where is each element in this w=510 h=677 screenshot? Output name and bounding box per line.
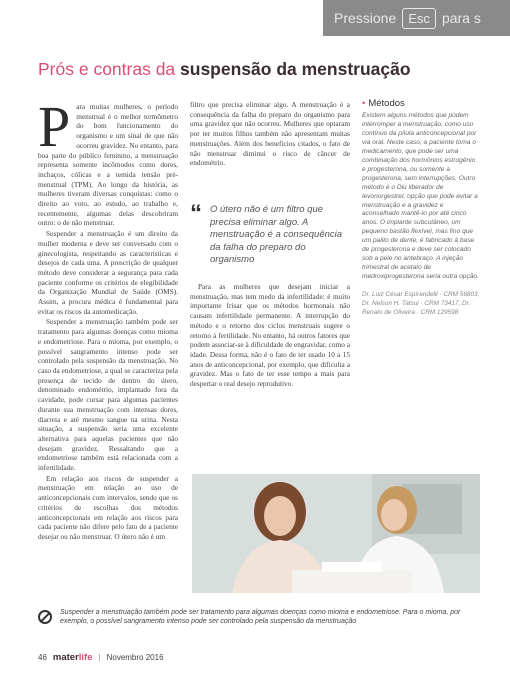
article-column-2-bottom bbox=[190, 282, 350, 392]
warning-text: Suspender a menstruação também pode ser tratamento para algumas doenças como mioma e endometriose. Para o mioma, por exemplo, o possível sangramento intenso pode ser controlado pela suspensão da menstruação bbox=[60, 609, 461, 626]
esc-key-badge[interactable]: Esc bbox=[402, 8, 436, 29]
sidebar-heading-label: Métodos bbox=[368, 98, 405, 109]
warning-note bbox=[38, 608, 490, 627]
fullscreen-exit-hint bbox=[323, 0, 510, 36]
methods-sidebar bbox=[362, 98, 480, 317]
page-number: 46 bbox=[38, 653, 47, 662]
prohibited-icon bbox=[38, 610, 52, 624]
sidebar-heading bbox=[362, 98, 480, 109]
paragraph-intro: ara muitas mulheres, o período menstrual é o melhor termômetro do bom funcionamento do organismo e um sinal de que não ocorreu gravidez. No entanto, para boa parte do público feminino, a menstruação representa somente incômodos como dores, inchaços, cólicas e a temida tensão pré-menstrual (TPM). Ao longo da história, as mulheres tiveram diversas conquistas: como o direito ao voto, ao estudo, ao trabalho e, recentemente, algumas delas descobriram outro: o de não menstruar. bbox=[38, 102, 178, 228]
paragraph: Suspender a menstruação também pode ser tratamento para algumas doenças como mioma e endometriose. Para o mioma, por exemplo, o possível sangramento intenso pode ser controlado pela suspensão da menstruação. No caso da endometriose, a qual se caracteriza pela presença de tecido de dentro do útero, denominado endométrio, implantado fora da cavidade, pode cursar para algumas pacientes durante sua menstruação com intensas dores, diarreia e até mesmo sangue na urina. Nesta situação, a suspensão seria uma excelente alternativa para aquelas pacientes que não desejam gravidez. Ressaltando que a endometriose também está relacionada com a infertilidade. bbox=[38, 317, 178, 473]
title-light: Prós e contras da bbox=[38, 59, 176, 79]
doctor-patient-photo bbox=[192, 474, 480, 593]
paragraph: Suspender a menstruação é um direito da mulher moderna e deve ser conversado com o ginecologista, respeitando as características e desejos de cada uma. A prescrição de qualquer método deve considerar a segurança para cada paciente conforme os critérios de elegibilidade da Organização Mundial de Saúde (OMS). Assim, a procura médica é fundamental para evitar os riscos da automedicação. bbox=[38, 229, 178, 316]
hint-prefix: Pressione bbox=[334, 10, 397, 26]
article-column-1 bbox=[38, 102, 178, 592]
magazine-logo bbox=[53, 652, 93, 663]
sidebar-credit: Dr. Luiz César Espírandelli · CRM 56803, Dr. Nelson H. Tatsui · CRM 73417, Dr. Renato de Oliveira · CRM 129598 bbox=[362, 291, 480, 316]
sidebar-text: Existem alguns métodos que podem interromper a menstruação, como uso contínuo da pílula anticoncepcional por via oral. Neste caso, a paciente toma o medicamento, que pode ser uma combinação dos hormônios estrogênio e progesterona, ou somente a progesterona, sem interrupções. Outro método é o Diu liberador de levonorgestrel, opção que pode evitar a menstruação e a gravidez e aconselhado mantê-lo por até cinco anos. O implante subcutâneo, um pequeno bastão flexível, mas fino que um palito de dente, é fabricado à base de progesterona e deve ser colocado sob a pele no antebraço. A injeção trimestral de acetato de medroxiprogesterona seria outra opção. bbox=[362, 112, 479, 281]
photo-illustration bbox=[192, 474, 480, 593]
article-title bbox=[38, 59, 478, 80]
logo-part-b: life bbox=[78, 652, 93, 663]
logo-part-a: mater bbox=[52, 652, 79, 663]
paragraph: filtro que precisa eliminar algo. A menstruação é a consequência da falha do preparo do organismo para uma gravidez que não ocorreu. Mulheres que optaram por ter muitos filhos também não apresentam muitas menstruações. Além dos benefícios citados, o fato de não menstruar diminui o risco de câncer de endométrio. bbox=[190, 100, 350, 168]
title-strong: suspensão da menstruação bbox=[180, 59, 411, 79]
quote-mark-icon: “ bbox=[190, 200, 202, 227]
footer-separator: | bbox=[98, 653, 101, 662]
drop-cap: P bbox=[38, 102, 71, 159]
pull-quote-text: O útero não é um filtro que precisa eliminar algo. A menstruação é a consequência da falha do preparo do organismo bbox=[210, 204, 343, 266]
paragraph: Em relação aos riscos de suspender a menstruação em relação ao uso de anticoncepcionais com intervalos, sendo que os critérios de escolhas dos métodos anticoncepcionais em relação aos riscos para cada paciente não difere pelo fato de a paciente desejar ou não menstruar. O útero não é um bbox=[38, 473, 178, 541]
paragraph: Para as mulheres que desejam iniciar a menstruação, mas tem medo da infertilidade: é muito importante frisar que os métodos hormonais não causam infertilidade permanente. A interrupção do método e o retorno dos ciclos menstruais sugere o retorno à fertilidade. No entanto, há outros fatores que podem associar-se à dificuldade de engravidar, como a idade. Dessa forma, não é o fato de ter usado 10 a 15 anos de anticoncepcional, por exemplo, que dificulta a gravidez. Mas o fato de ter esse tempo a mais para despertar o real desejo reprodutivo. bbox=[190, 282, 350, 389]
page-footer bbox=[38, 652, 164, 663]
pull-quote bbox=[190, 200, 350, 267]
hint-suffix: para s bbox=[441, 10, 481, 26]
issue-date: Novembro 2016 bbox=[106, 653, 164, 662]
article-column-2-top bbox=[190, 100, 350, 178]
bullet-icon: • bbox=[362, 98, 366, 109]
